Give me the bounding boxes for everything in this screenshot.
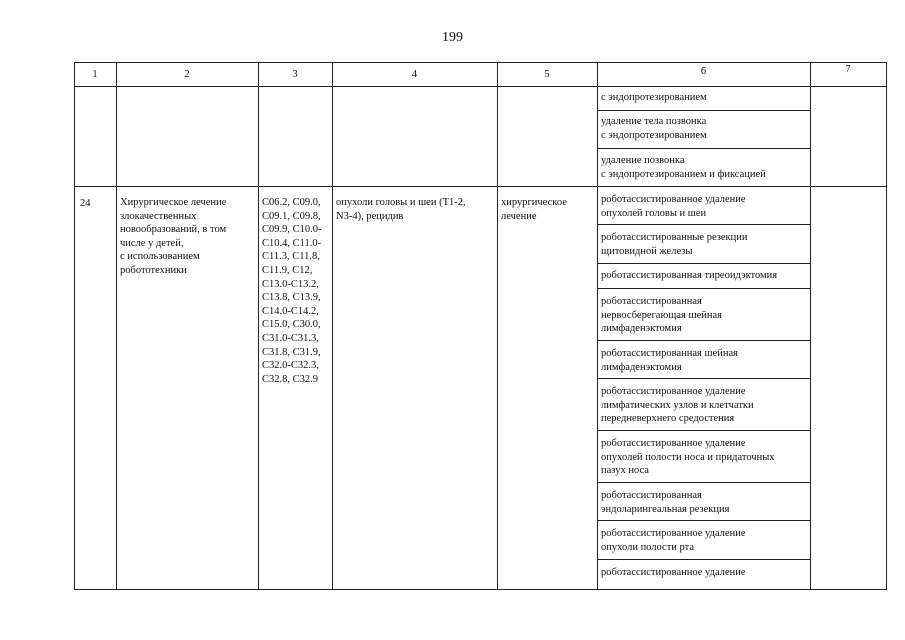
method-cell: роботассистированная шейная лимфаденэктомия xyxy=(601,348,738,373)
header-col-3: 3 xyxy=(292,69,298,80)
method-divider xyxy=(597,520,810,521)
method-cell: удаление позвонка с эндопротезированием и фиксацией xyxy=(601,155,766,180)
method-cell: удаление тела позвонка с эндопротезированием xyxy=(601,116,707,141)
method-cell: с эндопротезированием xyxy=(601,92,707,103)
method-cell: роботассистированное удаление лимфатических узлов и клетчатки передневерхнего средостения xyxy=(601,386,754,425)
method-divider xyxy=(597,482,810,483)
method-cell: роботассистированные резекции щитовидной железы xyxy=(601,232,748,257)
method-divider xyxy=(597,263,810,264)
method-cell: роботассистированное удаление опухолей полости носа и придаточных пазух носа xyxy=(601,438,775,477)
method-divider xyxy=(597,378,810,379)
method-divider xyxy=(597,110,810,111)
method-cell: роботассистированная нервосберегающая шейная лимфаденэктомия xyxy=(601,296,722,335)
header-col-1: 1 xyxy=(92,69,98,80)
col-divider-6-inner xyxy=(810,62,811,590)
col-divider-3 xyxy=(332,62,333,590)
method-cell: роботассистированное удаление опухоли полости рта xyxy=(601,528,746,553)
header-bottom-line xyxy=(74,86,886,87)
col-divider-1 xyxy=(116,62,117,590)
method-divider xyxy=(597,430,810,431)
col-divider-5 xyxy=(597,62,598,590)
col-divider-2 xyxy=(258,62,259,590)
row-number: 24 xyxy=(80,198,91,209)
header-col-2: 2 xyxy=(184,69,190,80)
method-cell: роботассистированная тиреоидэктомия xyxy=(601,270,778,281)
treatment-type: хирургическое лечение xyxy=(501,197,567,222)
patient-model: опухоли головы и шеи (T1-2, N3-4), рецидив xyxy=(336,197,466,222)
col-divider-4 xyxy=(497,62,498,590)
page-number: 199 xyxy=(442,30,463,45)
table-border-left xyxy=(74,62,75,590)
method-cell: роботассистированное удаление xyxy=(601,567,746,578)
method-divider xyxy=(597,148,810,149)
method-cell: роботассистированное удаление опухолей головы и шеи xyxy=(601,194,746,219)
header-col-7: 7 xyxy=(845,64,851,75)
table-border-right xyxy=(886,62,887,590)
method-divider xyxy=(597,340,810,341)
icd-codes: C06.2, C09.0, C09.1, C09.8, C09.9, C10.0- C10.4, C11.0- C11.3, C11.8, C11.9, C12, C13.0-C13.2, C13.8, C13.9, C14.0-C14.2, C15.0, C30.0, C31.0-C31.3, C31.8, C31.9, C32.0-C32.3, C32.8, C32.9 xyxy=(262,197,322,385)
method-cell: роботассистированная эндоларингеальная резекция xyxy=(601,490,730,515)
table-border-top xyxy=(74,62,886,63)
method-divider xyxy=(597,559,810,560)
header-col-4: 4 xyxy=(411,69,418,80)
table-border-bottom xyxy=(74,589,886,590)
care-type-name: Хирургическое лечение злокачественных новообразований, в том числе у детей, с использованием робототехники xyxy=(120,197,227,276)
header-col-6: 6 xyxy=(700,66,707,77)
method-divider xyxy=(597,224,810,225)
method-divider xyxy=(597,288,810,289)
header-col-5: 5 xyxy=(544,69,550,80)
row-separator xyxy=(74,186,886,187)
